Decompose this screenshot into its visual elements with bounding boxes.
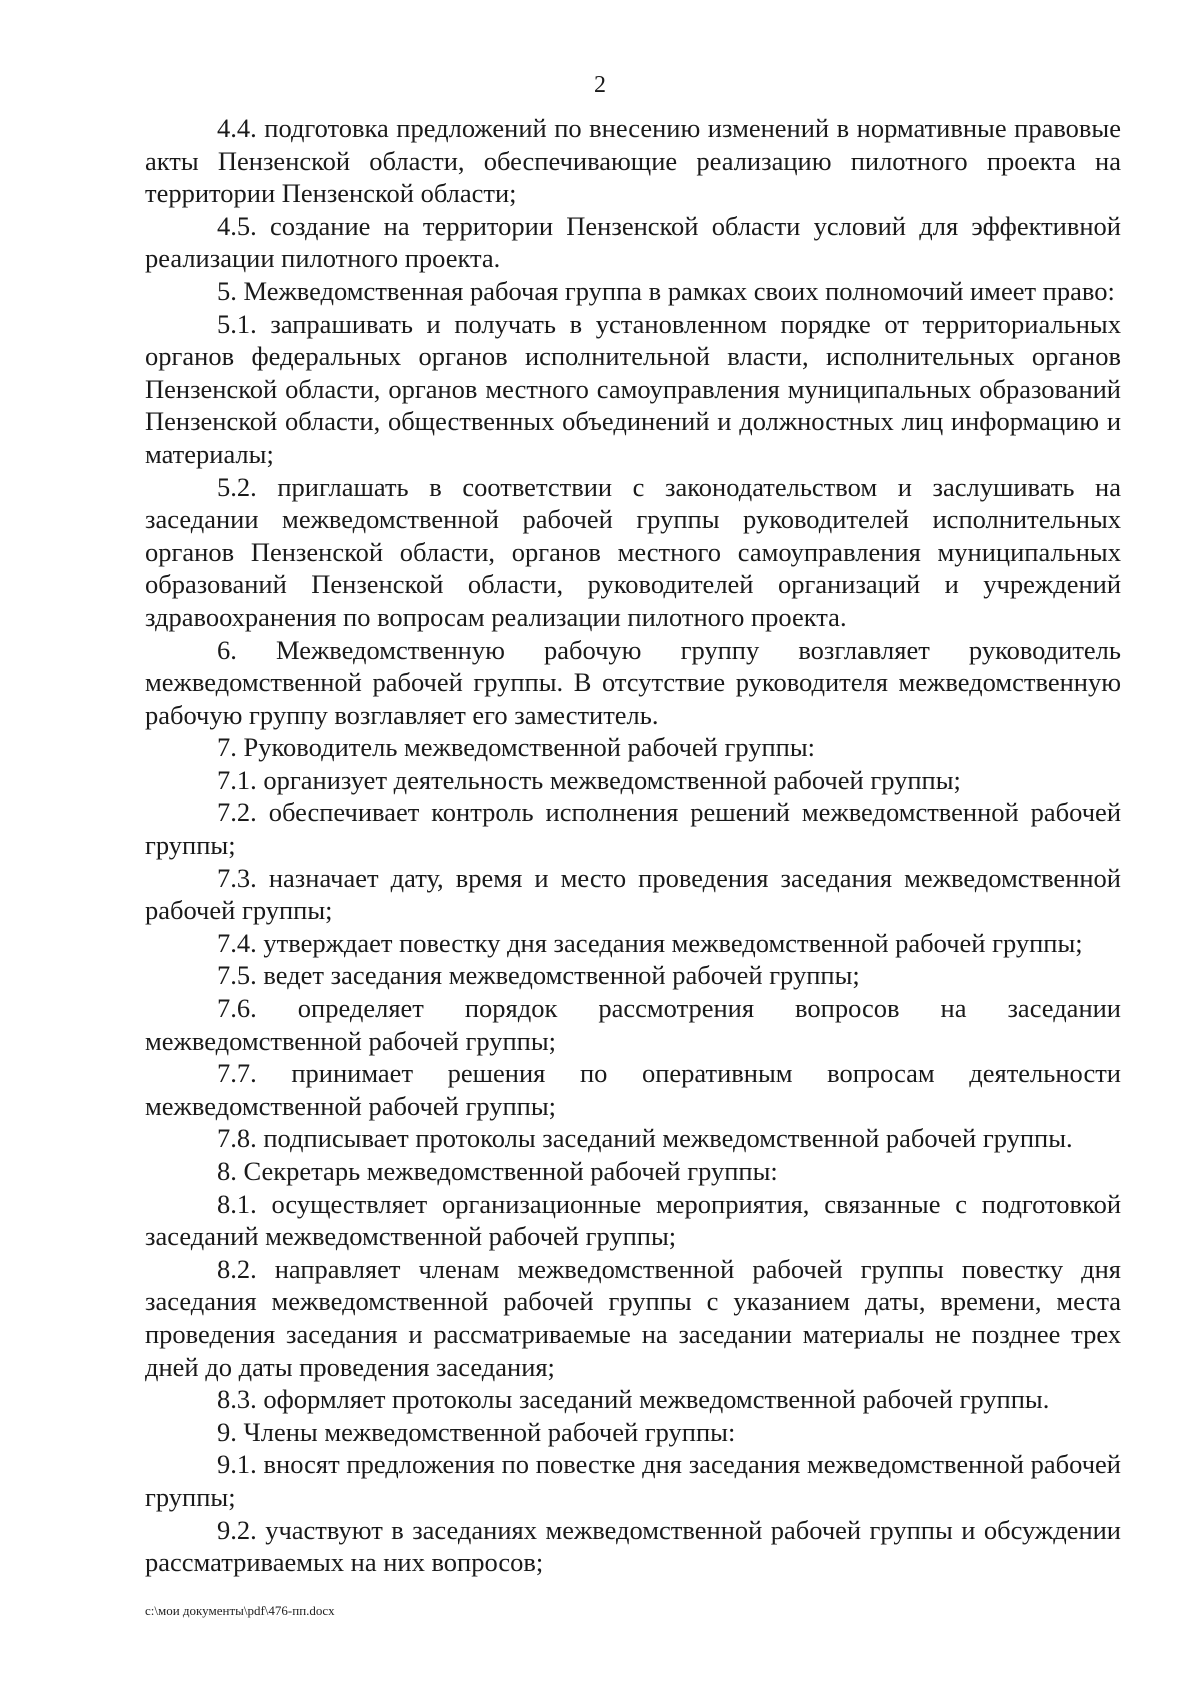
paragraph-7-6: 7.6. определяет порядок рассмотрения вопросов на заседании межведомственной рабочей группы; — [145, 993, 1121, 1056]
footer-file-path: c:\мои документы\pdf\476-пп.docx — [145, 1603, 335, 1618]
paragraph-4-5: 4.5. создание на территории Пензенской области условий для эффективной реализации пилотного проекта. — [145, 210, 1121, 274]
paragraph-9: 9. Члены межведомственной рабочей группы: — [217, 1416, 736, 1447]
paragraph-7-3: 7.3. назначает дату, время и место проведения заседания межведомственной рабочей группы; — [145, 862, 1121, 926]
paragraph-8-1: 8.1. осуществляет организационные мероприятия, связанные с подготовкой заседаний межведомственной рабочей группы; — [145, 1188, 1121, 1252]
document-body — [145, 112, 1121, 1579]
paragraph-7-7: 7.7. принимает решения по оперативным вопросам деятельности межведомственной рабочей группы; — [145, 1058, 1121, 1121]
paragraph-7-2: 7.2. обеспечивает контроль исполнения решений межведомственной рабочей группы; — [145, 797, 1121, 861]
paragraph-5-2: 5.2. приглашать в соответствии с законодательством и заслушивать на заседании межведомственной рабочей группы руководителей исполнительных органов Пензенской области, органов местного самоуправления муниципальных образований Пензенской области, руководителей организаций и учреждений здравоохранения по вопросам реализации пилотного проекта. — [145, 471, 1121, 632]
paragraph-6: 6. Межведомственную рабочую группу возглавляет руководитель межведомственной рабочей группы. В отсутствие руководителя межведомственную рабочую группу возглавляет его заместитель. — [145, 634, 1121, 730]
paragraph-5: 5. Межведомственная рабочая группа в рамках своих полномочий имеет право: — [217, 275, 1115, 306]
paragraph-9-1: 9.1. вносят предложения по повестке дня заседания межведомственной рабочей группы; — [145, 1449, 1121, 1512]
paragraph-8-2: 8.2. направляет членам межведомственной рабочей группы повестку дня заседания межведомственной рабочей группы с указанием даты, времени, места проведения заседания и рассматриваемые на заседании материалы не позднее трех дней до даты проведения заседания; — [145, 1253, 1121, 1382]
paragraph-9-2: 9.2. участвуют в заседаниях межведомственной рабочей группы и обсуждении рассматриваемых на них вопросов; — [145, 1514, 1121, 1578]
paragraph-7-5: 7.5. ведет заседания межведомственной рабочей группы; — [217, 960, 860, 991]
paragraph-8: 8. Секретарь межведомственной рабочей группы: — [217, 1156, 778, 1186]
page-number: 2 — [594, 72, 606, 98]
paragraph-7-1: 7.1. организует деятельность межведомственной рабочей группы; — [217, 764, 961, 795]
paragraph-7: 7. Руководитель межведомственной рабочей группы: — [217, 732, 816, 763]
paragraph-4-4: 4.4. подготовка предложений по внесению изменений в нормативные правовые акты Пензенской области, обеспечивающие реализацию пилотного проекта на территории Пензенской области; — [145, 113, 1121, 209]
paragraph-8-3: 8.3. оформляет протоколы заседаний межведомственной рабочей группы. — [217, 1384, 1050, 1415]
paragraph-5-1: 5.1. запрашивать и получать в установленном порядке от территориальных органов федеральных органов исполнительной власти, исполнительных органов Пензенской области, органов местного самоуправления муниципальных образований Пензенской области, общественных объединений и должностных лиц информацию и материалы; — [145, 308, 1121, 469]
paragraph-7-4: 7.4. утверждает повестку дня заседания межведомственной рабочей группы; — [217, 927, 1083, 958]
paragraph-7-8: 7.8. подписывает протоколы заседаний межведомственной рабочей группы. — [217, 1123, 1073, 1154]
